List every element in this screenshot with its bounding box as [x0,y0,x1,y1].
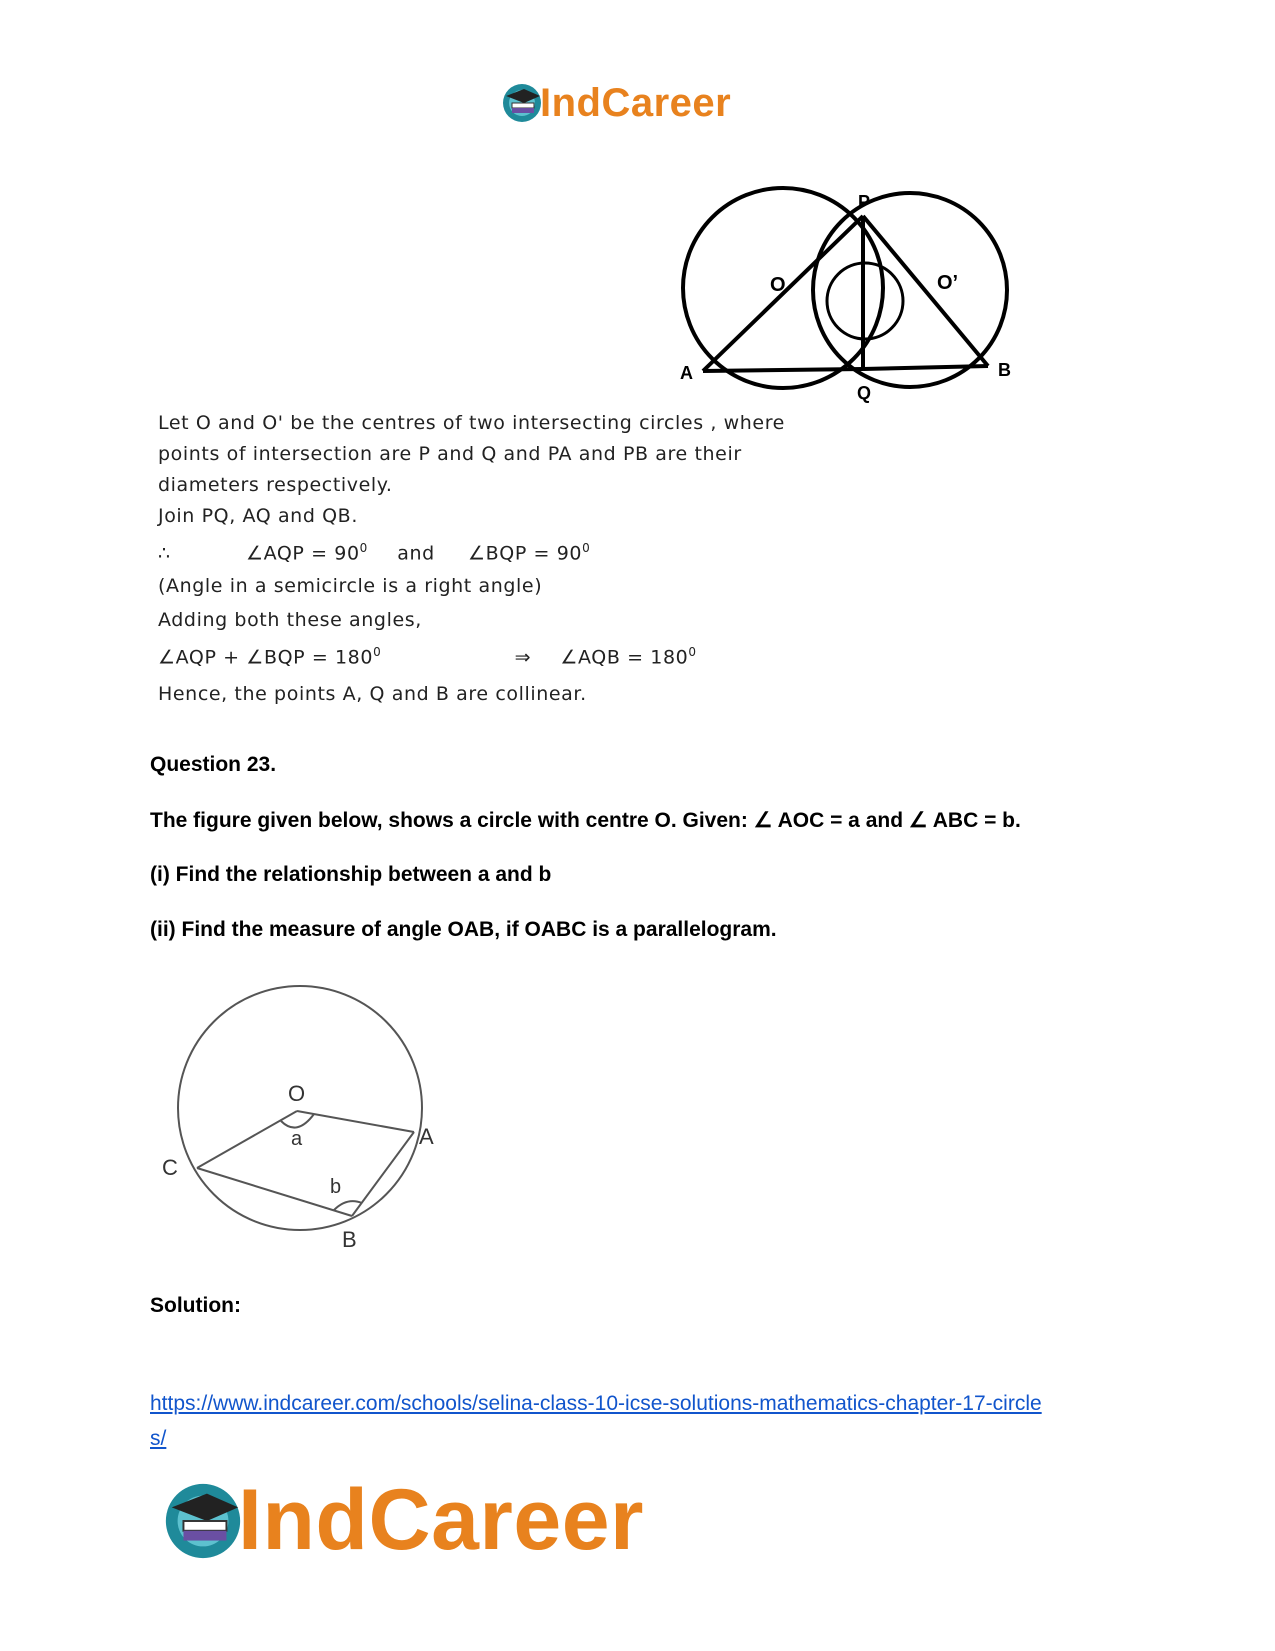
footer-logo-text: IndCareer [238,1472,644,1568]
line-cb [197,1168,352,1216]
label-a: A [680,363,693,383]
question-part-1: (i) Find the relationship between a and b [150,863,552,886]
label-o: O [770,274,786,296]
therefore-symbol: ∴ [158,542,171,565]
proof-line-4: Join PQ, AQ and QB. [158,505,358,527]
question-title: Question 23. [150,753,277,776]
angle-bqp-90: ∠BQP = 90 [468,542,583,565]
degree-mark: 0 [688,645,697,659]
logo-mortarboard-icon [500,81,544,125]
label-o: O [288,1081,306,1106]
solution-label: Solution: [150,1294,241,1317]
proof-line-8 [158,645,697,668]
label-b-point: B [342,1227,357,1250]
footer-url-link-continued[interactable]: s/ [150,1427,167,1450]
angle-aqp-90: ∠AQP = 90 [245,542,360,565]
question-text: The figure given below, shows a circle with centre O. Given: ∠ AOC = a and ∠ ABC = b. [150,809,1021,832]
label-a-angle: a [291,1128,303,1150]
label-p: P [858,192,871,212]
angle-sum-180: ∠AQP + ∠BQP = 180 [158,646,374,669]
proof-line-7: Adding both these angles, [158,609,422,631]
line-oa [297,1111,414,1132]
proof-line-3: diameters respectively. [158,474,393,496]
proof-line-2: points of intersection are P and Q and PA and PB are their [158,443,742,465]
label-c: C [162,1155,178,1180]
label-b-angle: b [330,1176,342,1198]
label-a-point: A [419,1124,434,1149]
label-q: Q [857,383,872,403]
logo-mortarboard-icon [160,1478,246,1564]
degree-mark: 0 [359,541,368,555]
angle-a-arc [281,1114,314,1128]
header-logo-text: IndCareer [540,81,732,125]
circle-o-prime [813,193,1007,387]
label-b: B [998,360,1011,380]
degree-mark: 0 [373,645,382,659]
proof-line-6: (Angle in a semicircle is a right angle) [158,575,543,597]
degree-mark: 0 [582,541,591,555]
figure-circle-oabc [150,975,450,1250]
footer-url-link[interactable]: https://www.indcareer.com/schools/selina-class-10-icse-solutions-mathematics-chapter-17-circle [150,1392,1042,1415]
proof-line-5 [158,541,590,564]
line-oc [197,1111,297,1168]
angle-aqb-180: ∠AQB = 180 [560,646,689,669]
circle-centre-o [178,986,422,1230]
and-word: and [397,542,435,565]
question-part-2: (ii) Find the measure of angle OAB, if OABC is a parallelogram. [150,918,777,941]
proof-line-9: Hence, the points A, Q and B are collinear. [158,683,587,705]
label-o-prime: O’ [937,272,959,294]
line-aq [703,369,863,371]
proof-line-1: Let O and O' be the centres of two intersecting circles , where [158,412,785,434]
figure-intersecting-circles [650,183,1040,408]
implies-arrow: ⇒ [514,646,532,669]
